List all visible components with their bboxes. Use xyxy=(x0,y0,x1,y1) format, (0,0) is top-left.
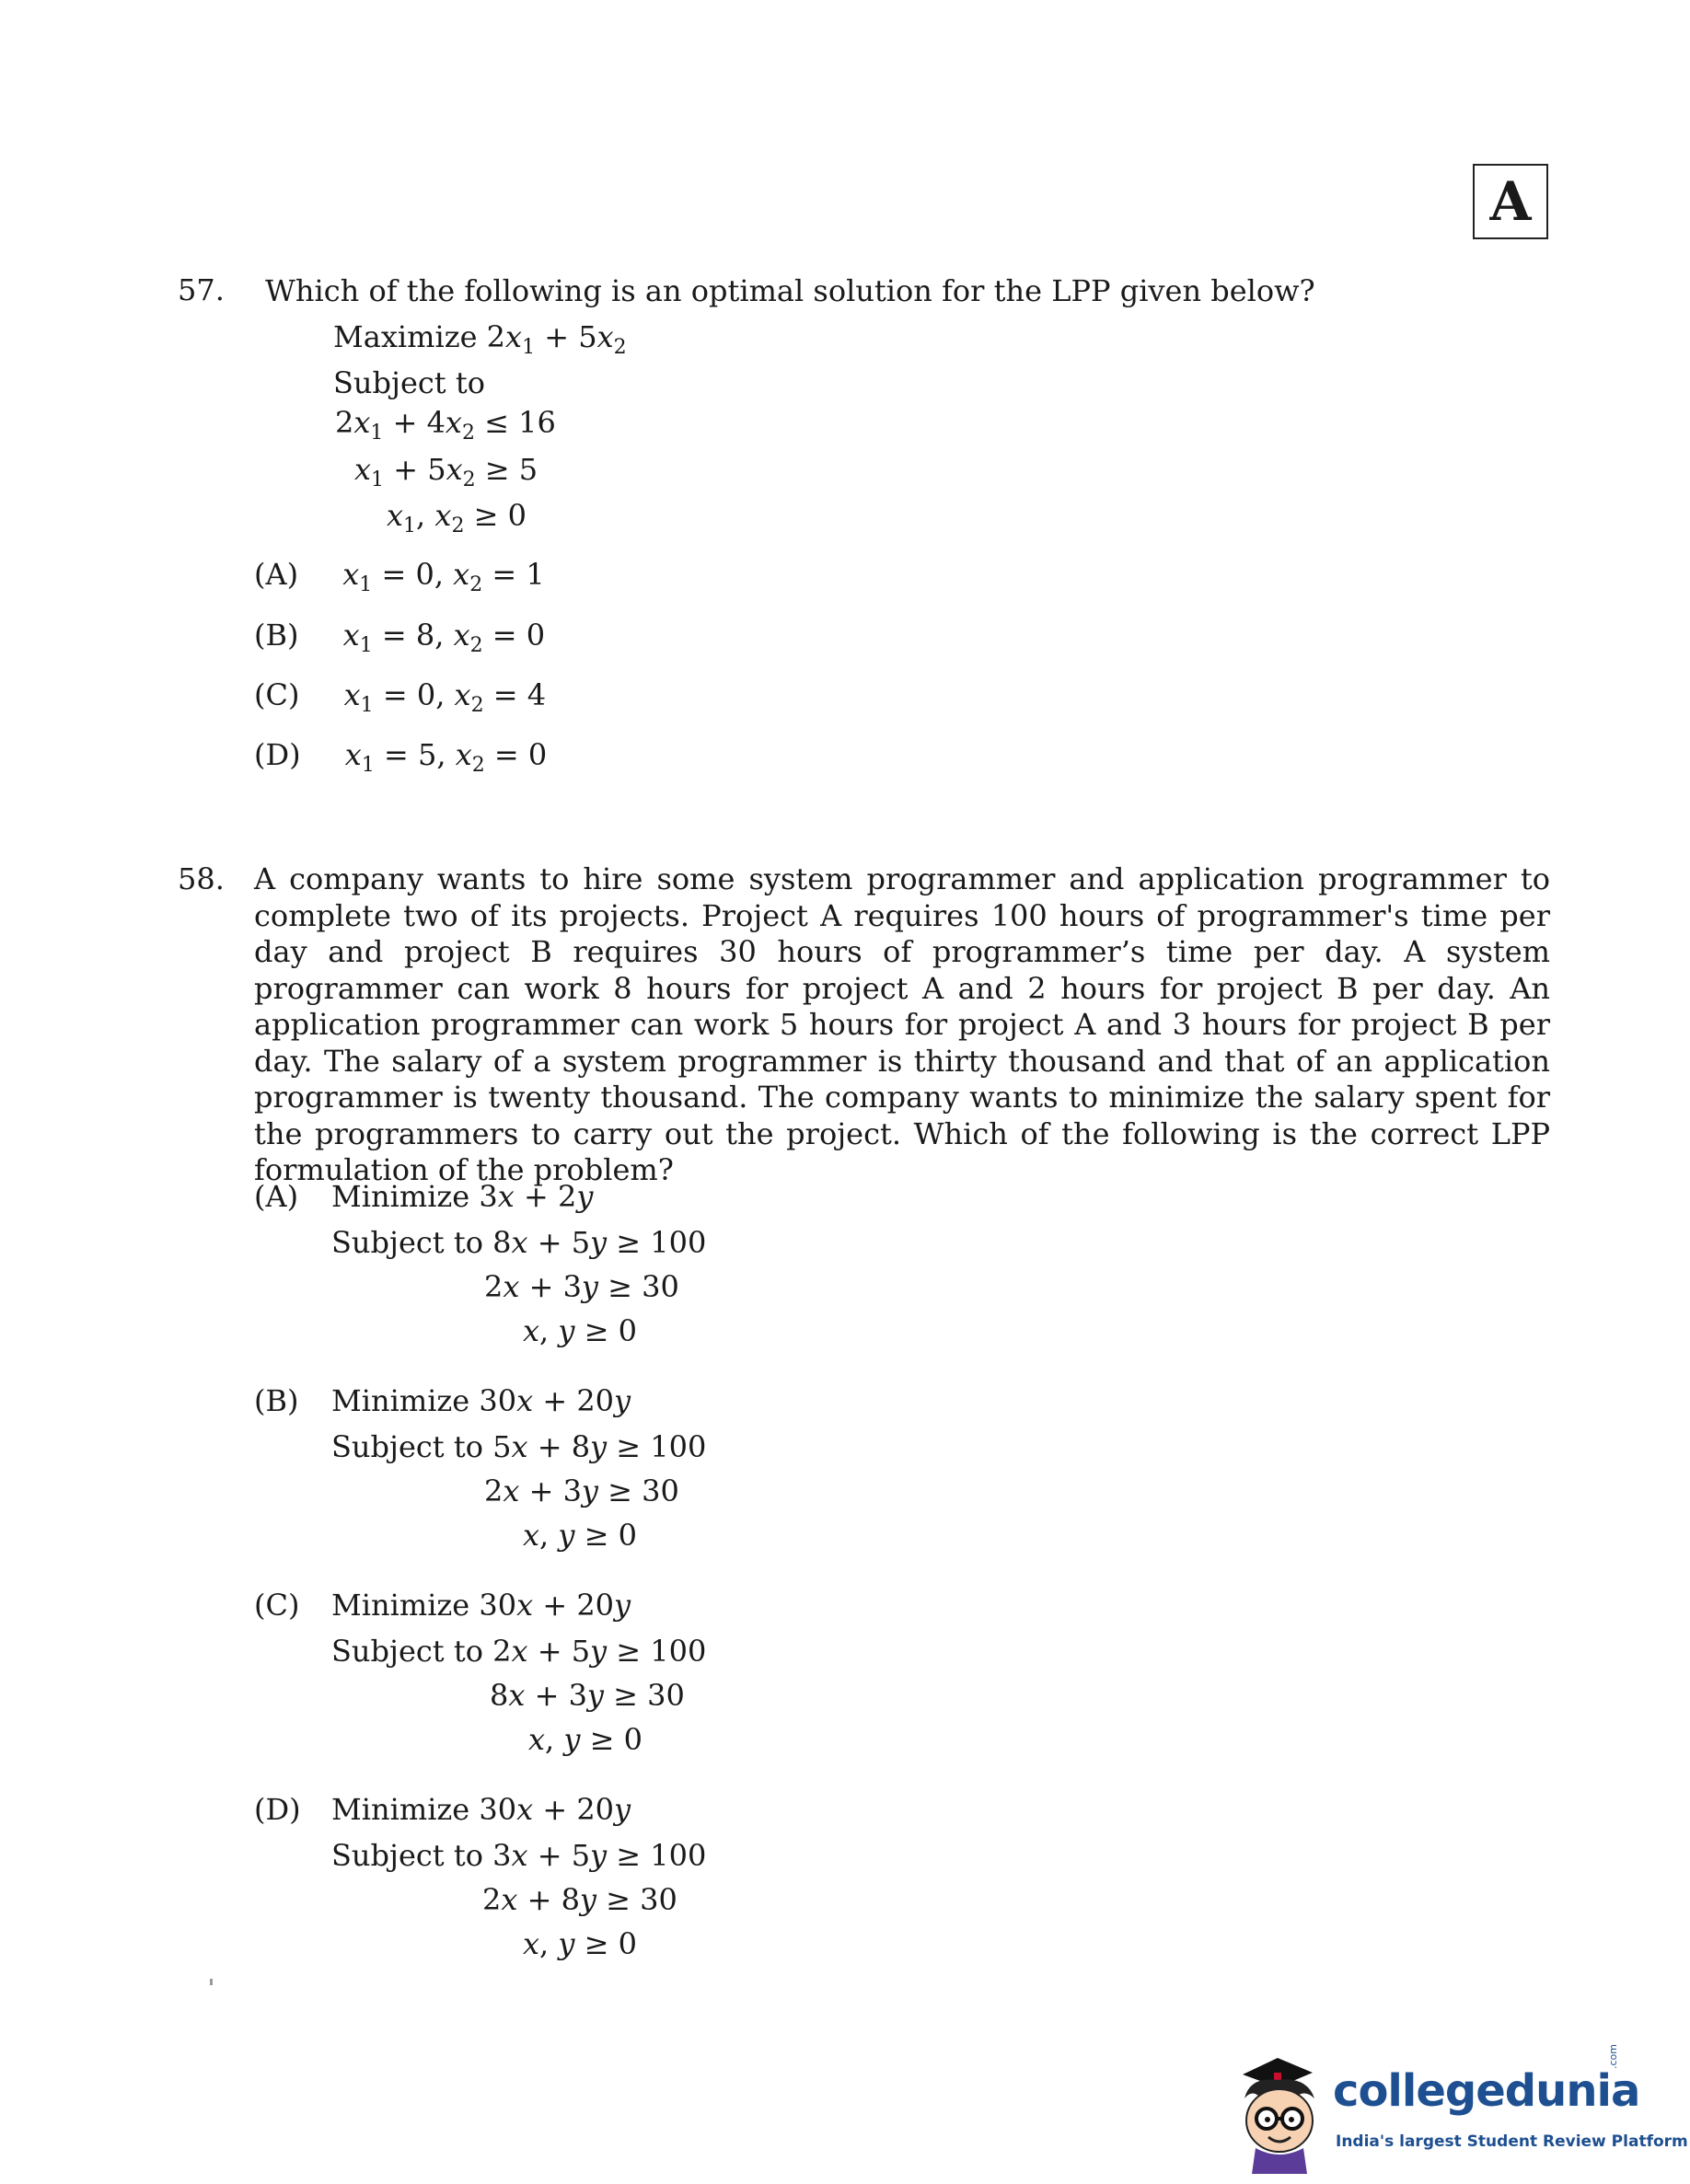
q57-constraint-1: $2x_1 + 4x_2 \le 16$ xyxy=(335,405,556,445)
q57-subject-to: Subject to xyxy=(333,365,485,400)
q57-option-c-label: (C) xyxy=(254,677,300,712)
mascot-logo-icon xyxy=(1224,2045,1335,2174)
q57-option-a-label: (A) xyxy=(254,557,299,592)
q57-option-b-x1: 8, xyxy=(415,618,445,653)
q57-constraint-2: $x_1 + 5x_2 \ge 5$ xyxy=(354,452,538,491)
q57-option-b[interactable]: (B) $x_1 = 8$, $x_2 = 0$ xyxy=(254,618,546,657)
q57-nonnegativity: $x_1$, $x_2 \ge 0$ xyxy=(387,498,527,537)
q57-option-d-x2: 0 xyxy=(527,737,548,772)
q57-option-c-x2: 4 xyxy=(527,677,547,712)
q58-option-b-minimize: Minimize xyxy=(331,1383,470,1418)
q57-option-c-x1: 0, xyxy=(416,677,446,712)
question-set-code: A xyxy=(1473,164,1548,239)
scan-speck xyxy=(210,1979,213,1985)
q58-option-d-minimize: Minimize xyxy=(331,1792,470,1827)
q57-option-a[interactable]: (A) $x_1 = 0$, $x_2 = 1$ xyxy=(254,557,545,596)
q57-option-d-label: (D) xyxy=(254,737,301,772)
q57-option-b-x2: 0 xyxy=(526,618,546,653)
q57-option-d-x1: 5, xyxy=(418,737,446,772)
q57-option-d[interactable]: (D) $x_1 = 5$, $x_2 = 0$ xyxy=(254,737,548,777)
q58-option-a-subject-to: Subject to xyxy=(331,1225,483,1260)
q57-objective-word: Maximize xyxy=(333,319,478,354)
q57-option-b-label: (B) xyxy=(254,618,299,653)
q58-number: 58. xyxy=(178,861,225,896)
brand-name: collegedunia xyxy=(1333,2065,1640,2117)
q57-number: 57. xyxy=(178,272,225,307)
q58-option-b-subject-to: Subject to xyxy=(331,1429,483,1464)
q57-objective: Maximize $2x_1 + 5x_2$ xyxy=(333,319,627,359)
q58-option-c-minimize: Minimize xyxy=(331,1588,470,1623)
q57-option-a-x1: 0, xyxy=(415,557,444,592)
q58-option-d-subject-to: Subject to xyxy=(331,1838,483,1873)
q58-question-text: A company wants to hire some system programmer and application programmer to complete two of its projects. Project A requires 100 hours of programmer's time per day and project B requires 30 hours of programmer’s time per day. A system programmer can work 8 hours for project A and 2 hours for project B per day. An application programmer can work 5 hours for project A and 3 hours for project B per day. The salary of a system programmer is thirty thousand and that of an application programmer is twenty thousand. The company wants to minimize the salary spent for the programmers to carry out the project. Which of the following is the correct LPP formulation of the problem? xyxy=(254,861,1550,1187)
q57-option-c[interactable]: (C) $x_1 = 0$, $x_2 = 4$ xyxy=(254,677,547,717)
q58-option-d-label: (D) xyxy=(254,1792,301,1827)
brand-domain-suffix: .com xyxy=(1607,2044,1619,2069)
q57-option-a-x2: 1 xyxy=(526,557,545,592)
q58-option-b-label: (B) xyxy=(254,1383,299,1418)
q58-option-a-label: (A) xyxy=(254,1179,299,1214)
q57-question-text: Which of the following is an optimal solution for the LPP given below? xyxy=(265,273,1315,308)
q58-option-a-minimize: Minimize xyxy=(331,1179,470,1214)
q58-option-c-subject-to: Subject to xyxy=(331,1634,483,1669)
brand-tagline: India's largest Student Review Platform xyxy=(1336,2132,1688,2151)
q58-option-c-label: (C) xyxy=(254,1588,300,1623)
